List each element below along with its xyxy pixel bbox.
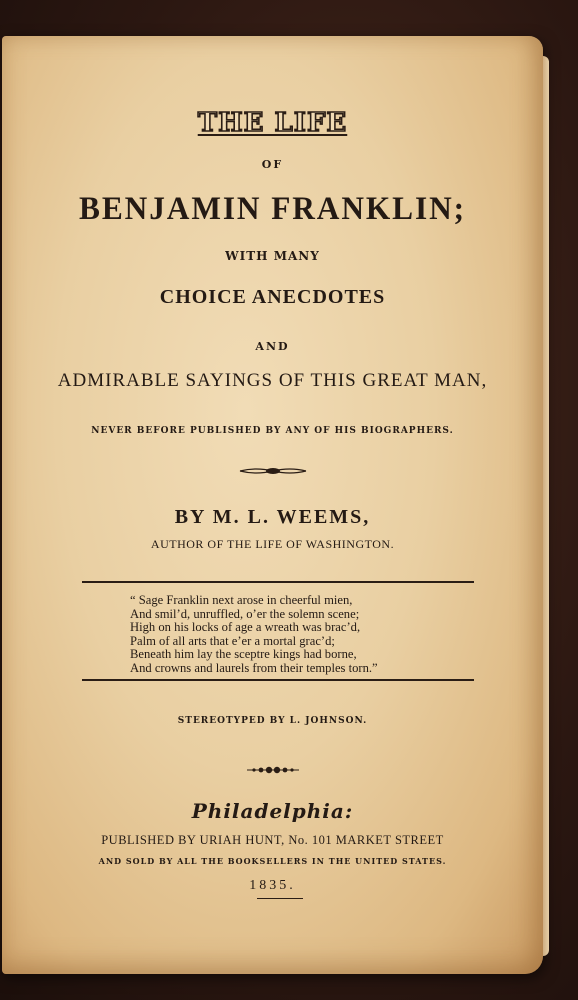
title-of: OF [261, 158, 284, 171]
epigraph-line: And smil’d, unruffled, o’er the solemn scene; [130, 606, 360, 621]
sold-by-line: AND SOLD BY ALL THE BOOKSELLERS IN THE UNITED STATES. [98, 856, 447, 866]
choice-anecdotes-line: CHOICE ANECDOTES [159, 286, 386, 308]
epigraph-bottom-rule [82, 679, 474, 681]
author-line: BY M. L. WEEMS, [174, 506, 371, 528]
admirable-sayings-line: ADMIRABLE SAYINGS OF THIS GREAT MAN, [57, 370, 488, 391]
imprint-city: Philadelphia: [191, 799, 354, 823]
stereotyped-line: STEREOTYPED BY L. JOHNSON. [177, 716, 368, 726]
title-the-life: THE LIFE [197, 108, 348, 138]
epigraph [130, 594, 470, 675]
never-before-line: NEVER BEFORE PUBLISHED BY ANY OF HIS BIOGRAPHERS. [91, 426, 454, 436]
epigraph-top-rule [82, 581, 474, 583]
year-rule [257, 898, 303, 899]
ornamental-rule-icon [2, 464, 543, 478]
epigraph-line: Palm of all arts that e’er a mortal grac’d; [130, 633, 335, 648]
with-many-line: WITH MANY [225, 249, 320, 263]
publication-year: 1835. [249, 878, 296, 893]
beaded-ornament-icon [2, 764, 543, 776]
author-credit: AUTHOR OF THE LIFE OF WASHINGTON. [150, 537, 395, 551]
book-title-page [2, 36, 543, 974]
title-subject: BENJAMIN FRANKLIN; [79, 191, 466, 227]
epigraph-line: Beneath him lay the sceptre kings had borne, [130, 647, 357, 661]
page-edge [543, 56, 549, 956]
and-line: AND [255, 340, 290, 353]
epigraph-line: “ Sage Franklin next arose in cheerful mien, [130, 593, 353, 607]
epigraph-line: And crowns and laurels from their temples torn.” [130, 660, 378, 675]
epigraph-line: High on his locks of age a wreath was brac’d, [130, 620, 361, 634]
publisher-line: PUBLISHED BY URIAH HUNT, No. 101 MARKET STREET [101, 833, 444, 847]
